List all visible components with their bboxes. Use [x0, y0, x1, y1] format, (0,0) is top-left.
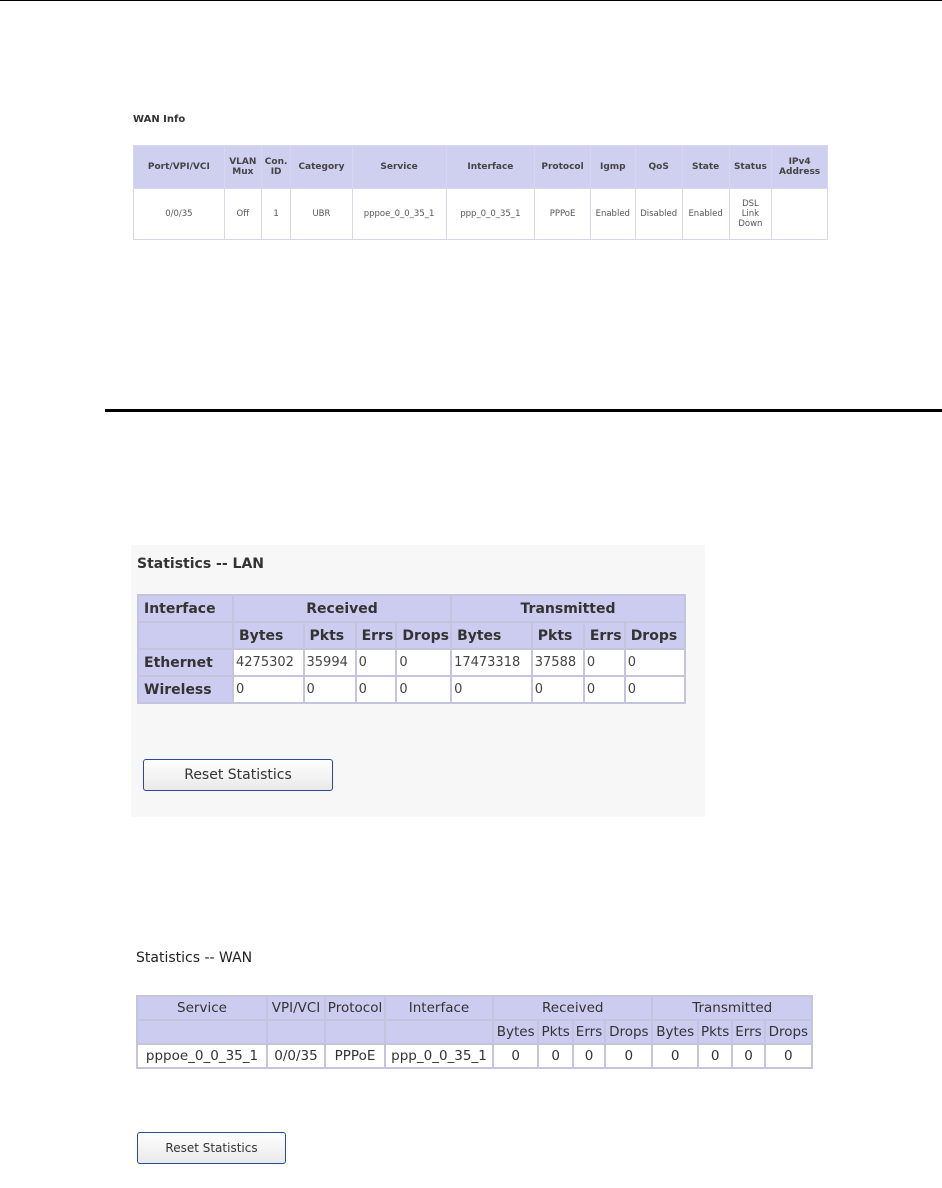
wan-info-row	[134, 189, 827, 239]
cell-tx-pkts: 0	[699, 1045, 731, 1067]
wireless-tx-errs: 0	[585, 677, 624, 702]
ethernet-tx-pkts: 37588	[533, 650, 583, 675]
cell-rx-pkts: 0	[539, 1045, 571, 1067]
header-ipv4-address: IPv4 Address	[772, 146, 827, 188]
header-qos: QoS	[636, 146, 682, 188]
header-blank-vpi-vci	[268, 1021, 324, 1043]
wan-sub-header-row	[138, 1021, 811, 1043]
wireless-tx-bytes: 0	[452, 677, 531, 702]
header-received: Received	[234, 596, 450, 621]
ethernet-rx-bytes: 4275302	[234, 650, 302, 675]
lan-row-wireless	[139, 677, 684, 702]
ethernet-tx-drops: 0	[626, 650, 684, 675]
ethernet-tx-errs: 0	[585, 650, 624, 675]
cell-qos: Disabled	[636, 189, 682, 239]
header-vlan-mux: VLAN Mux	[225, 146, 261, 188]
header-rx-pkts: Pkts	[305, 623, 355, 648]
header-tx-bytes: Bytes	[452, 623, 531, 648]
header-con-id: Con. ID	[262, 146, 290, 188]
header-rx-pkts: Pkts	[539, 1021, 571, 1043]
row-label-ethernet: Ethernet	[139, 650, 232, 675]
top-rule	[0, 0, 942, 1]
wireless-rx-pkts: 0	[305, 677, 355, 702]
header-service: Service	[138, 997, 266, 1019]
header-tx-pkts: Pkts	[533, 623, 583, 648]
cell-service: pppoe_0_0_35_1	[353, 189, 446, 239]
lan-sub-header-row	[139, 623, 684, 648]
cell-protocol: PPPoE	[535, 189, 590, 239]
header-rx-errs: Errs	[357, 623, 396, 648]
wireless-tx-pkts: 0	[533, 677, 583, 702]
wireless-rx-errs: 0	[357, 677, 396, 702]
header-tx-drops: Drops	[766, 1021, 811, 1043]
header-protocol: Protocol	[535, 146, 590, 188]
cell-state: Enabled	[683, 189, 729, 239]
header-interface: Interface	[447, 146, 535, 188]
cell-tx-drops: 0	[766, 1045, 811, 1067]
cell-interface: ppp_0_0_35_1	[386, 1045, 492, 1067]
header-vpi-vci: VPI/VCI	[268, 997, 324, 1019]
ethernet-tx-bytes: 17473318	[452, 650, 531, 675]
ethernet-rx-errs: 0	[357, 650, 396, 675]
cell-con-id: 1	[262, 189, 290, 239]
wan-stats-table	[136, 995, 813, 1069]
ethernet-rx-drops: 0	[397, 650, 450, 675]
header-interface: Interface	[139, 596, 232, 621]
header-category: Category	[291, 146, 351, 188]
header-igmp: Igmp	[591, 146, 635, 188]
cell-rx-errs: 0	[574, 1045, 604, 1067]
header-tx-errs: Errs	[585, 623, 624, 648]
header-rx-errs: Errs	[574, 1021, 604, 1043]
wireless-tx-drops: 0	[626, 677, 684, 702]
lan-group-header-row	[139, 596, 684, 621]
wan-row	[138, 1045, 811, 1067]
wan-info-header-row	[134, 146, 827, 188]
lan-reset-statistics-button[interactable]: Reset Statistics	[143, 759, 333, 791]
header-tx-bytes: Bytes	[653, 1021, 696, 1043]
header-received: Received	[494, 997, 651, 1019]
cell-port-vpi-vci: 0/0/35	[134, 189, 224, 239]
cell-protocol: PPPoE	[326, 1045, 384, 1067]
cell-igmp: Enabled	[591, 189, 635, 239]
cell-service: pppoe_0_0_35_1	[138, 1045, 266, 1067]
cell-status: DSL Link Down	[730, 189, 772, 239]
lan-stats-table	[137, 594, 686, 704]
cell-tx-errs: 0	[733, 1045, 763, 1067]
cell-interface: ppp_0_0_35_1	[447, 189, 535, 239]
header-rx-drops: Drops	[606, 1021, 651, 1043]
wireless-rx-drops: 0	[397, 677, 450, 702]
section-divider	[105, 409, 942, 412]
header-rx-drops: Drops	[397, 623, 450, 648]
header-rx-bytes: Bytes	[494, 1021, 537, 1043]
cell-rx-bytes: 0	[494, 1045, 537, 1067]
cell-category: UBR	[291, 189, 351, 239]
header-blank	[139, 623, 232, 648]
header-rx-bytes: Bytes	[234, 623, 302, 648]
header-status: Status	[730, 146, 772, 188]
lan-row-ethernet	[139, 650, 684, 675]
wireless-rx-bytes: 0	[234, 677, 302, 702]
header-blank-interface	[386, 1021, 492, 1043]
wan-stats-title: Statistics -- WAN	[136, 950, 253, 966]
header-protocol: Protocol	[326, 997, 384, 1019]
header-interface: Interface	[386, 997, 492, 1019]
header-transmitted: Transmitted	[653, 997, 811, 1019]
header-tx-pkts: Pkts	[699, 1021, 731, 1043]
row-label-wireless: Wireless	[139, 677, 232, 702]
wan-reset-statistics-button[interactable]: Reset Statistics	[137, 1132, 286, 1164]
ethernet-rx-pkts: 35994	[305, 650, 355, 675]
header-tx-errs: Errs	[733, 1021, 763, 1043]
cell-tx-bytes: 0	[653, 1045, 696, 1067]
header-state: State	[683, 146, 729, 188]
lan-stats-title: Statistics -- LAN	[137, 556, 265, 572]
header-blank-service	[138, 1021, 266, 1043]
header-transmitted: Transmitted	[452, 596, 684, 621]
wan-group-header-row	[138, 997, 811, 1019]
header-blank-protocol	[326, 1021, 384, 1043]
wan-info-table	[133, 145, 828, 240]
wan-info-title: WAN Info	[133, 114, 186, 125]
header-tx-drops: Drops	[626, 623, 684, 648]
cell-ipv4-address	[772, 189, 827, 239]
header-service: Service	[353, 146, 446, 188]
header-port-vpi-vci: Port/VPI/VCI	[134, 146, 224, 188]
cell-rx-drops: 0	[606, 1045, 651, 1067]
cell-vpi-vci: 0/0/35	[268, 1045, 324, 1067]
cell-vlan-mux: Off	[225, 189, 261, 239]
